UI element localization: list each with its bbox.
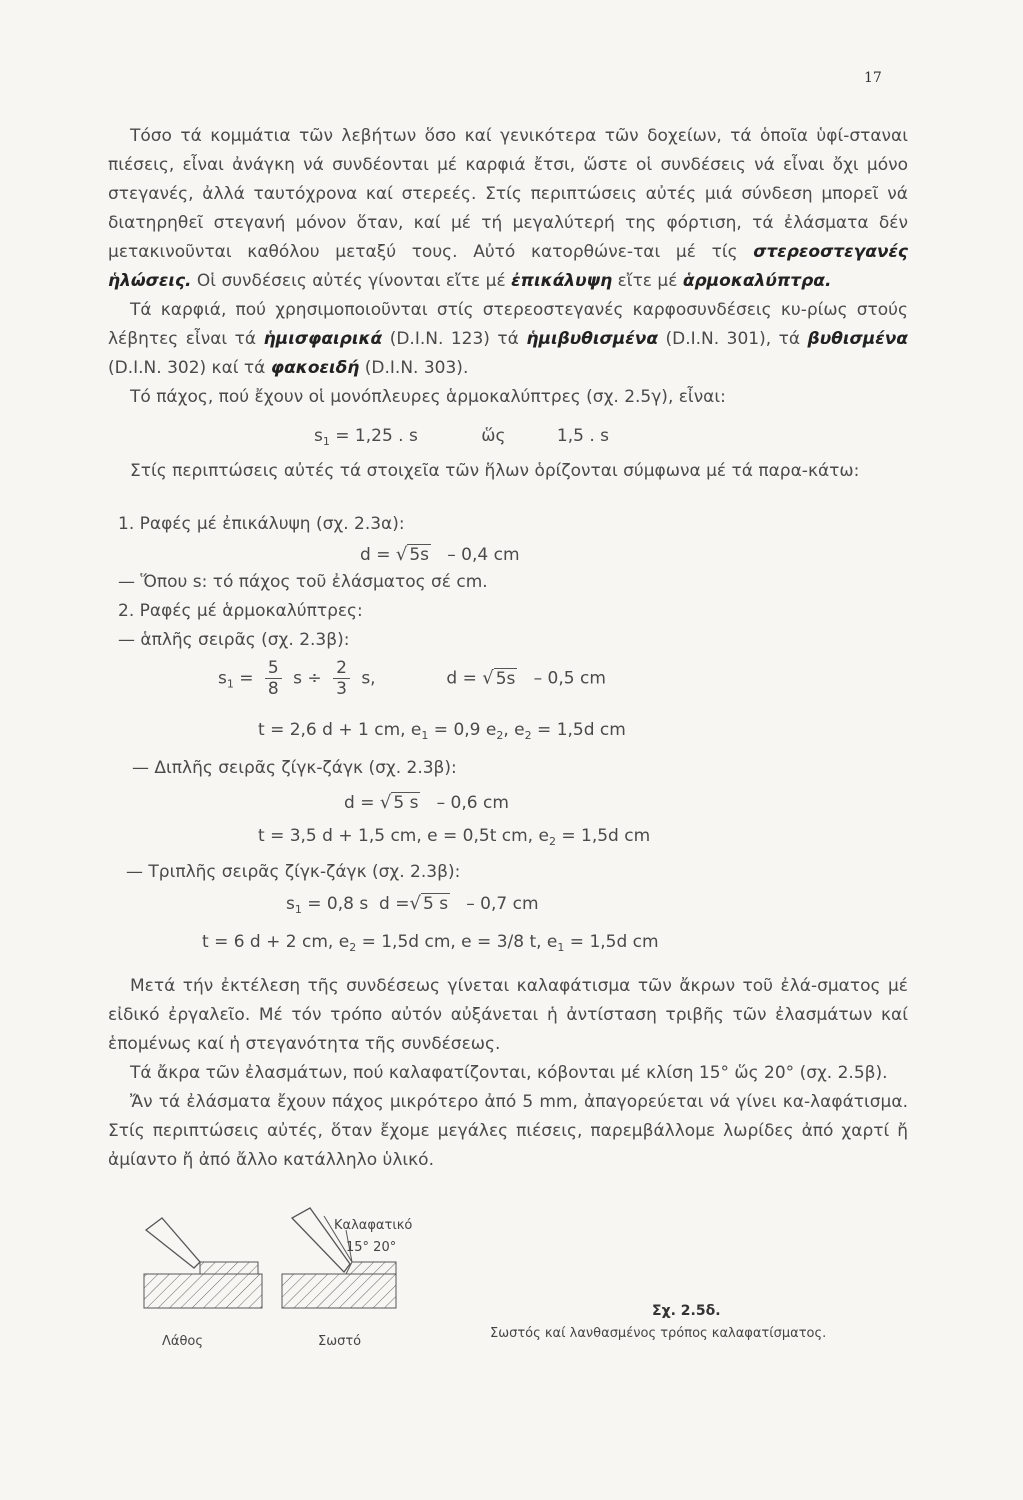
equation-single-row-pitch: t = 2,6 d + 1 cm, $e_1 = 0,9$ $e_2$, $e_2 = 1,5d$ cm bbox=[258, 720, 626, 742]
item-lap-joint: 1. Ραφές μέ ἐπικάλυψη (σχ. 2.3α): bbox=[118, 514, 405, 534]
wrong-caulking-drawing bbox=[144, 1218, 262, 1308]
body-text-caulking bbox=[108, 972, 908, 1175]
paragraph-caulking: Μετά τήν ἐκτέλεση τῆς συνδέσεως γίνεται καλαφάτισμα τῶν ἄκρων τοῦ ἐλά-σματος μέ εἰδικό ἐργαλεῖο. Μέ τόν τρόπο αὐτόν αὐξάνεται ἡ ἀντίσταση τριβῆς τῶν ἐλασμάτων καί ἑπομένως καί ἡ στεγανότητα τῆς συνδέσεως. bbox=[108, 976, 908, 1054]
body-text-rivet-data bbox=[108, 457, 908, 486]
caulking-figure bbox=[140, 1190, 400, 1320]
label-caulking-tool: Καλαφατικό bbox=[334, 1218, 413, 1233]
paragraph-rivet-types: Τά καρφιά, πού χρησιμοποιοῦνται στίς στερεοστεγανές καρφοσυνδέσεις κυ-ρίως στούς λέβητες εἶναι τά ἡμισφαιρικά (D.I.N. 123) τά ἡμιβυθισμένα (D.I.N. 301), τά βυθισμένα (D.I.N. 302) καί τά φακοειδή (D.I.N. 303). bbox=[108, 300, 908, 378]
paragraph-thickness: Τό πάχος, πού ἔχουν οἱ μονόπλευρες ἁρμοκαλύπτρες (σχ. 2.5γ), εἶναι: bbox=[130, 387, 726, 407]
equation-triple-row-d: $s_1 = 0,8$ s d =√ 5 s – 0,7 cm bbox=[286, 893, 539, 916]
subitem-triple-row: — Τριπλῆς σειρᾶς ζίγκ-ζάγκ (σχ. 2.3β): bbox=[126, 862, 461, 882]
paragraph-rivet-data: Στίς περιπτώσεις αὐτές τά στοιχεῖα τῶν ἥλων ὁρίζονται σύμφωνα μέ τά παρα-κάτω: bbox=[130, 461, 860, 481]
paragraph-intro: Τόσο τά κομμάτια τῶν λεβήτων ὅσο καί γενικότερα τῶν δοχείων, τά ὁποῖα ὑφί-σταναι πιέσεις, εἶναι ἀνάγκη νά συνδέονται μέ καρφιά ἔτσι, ὥστε οἱ συνδέσεις νά εἶναι ὄχι μόνο στεγανές, ἀλλά ταυτόχρονα καί στερεές. Στίς περιπτώσεις αὐτές μιά σύνδεση μπορεῖ νά διατηρηθεῖ στεγανή μόνον ὅταν, καί μέ τή μεγαλύτερή της φόρτιση, τά ἐλάσματα δέν μετακινοῦνται καθόλου μεταξύ τους. Αὐτό κατορθώνε-ται μέ τίς στερεοστεγανές ἡλώσεις. Οἱ συνδέσεις αὐτές γίνονται εἴτε μέ ἐπικάλυψη εἴτε μέ ἁρμοκαλύπτρα. bbox=[108, 126, 908, 291]
figure-caption: Σωστός καί λανθασμένος τρόπος καλαφατίσματος. bbox=[490, 1326, 827, 1341]
equation-single-row: $s_1$ = $\frac{5}{8}$ s ÷ $\frac{2}{3}$ s, d = √ 5s – 0,5 cm bbox=[218, 658, 606, 699]
subitem-single-row: — ἁπλῆς σειρᾶς (σχ. 2.3β): bbox=[118, 630, 350, 650]
label-wrong: Λάθος bbox=[162, 1334, 203, 1349]
body-text-top bbox=[108, 122, 908, 412]
paragraph-thin-plates: Ἄν τά ἐλάσματα ἔχουν πάχος μικρότερο ἀπό 5 mm, ἀπαγορεύεται νά γίνει κα-λαφάτισμα. Στίς περιπτώσεις αὐτές, ὅταν ἔχομε μεγάλες πιέσεις, παρεμβάλλομε λωρίδες ἀπό χαρτί ἤ ἀμίαντο ἤ ἀπό ἄλλο κατάλληλο ὑλικό. bbox=[108, 1092, 908, 1170]
paragraph-edge-angle: Τά ἄκρα τῶν ἐλασμάτων, πού καλαφατίζονται, κόβονται μέ κλίση 15° ὥς 20° (σχ. 2.5β). bbox=[130, 1063, 888, 1083]
equation-double-row-pitch: t = 3,5 d + 1,5 cm, e = 0,5t cm, $e_2 = 1,5d$ cm bbox=[258, 826, 651, 848]
equation-triple-row-pitch: t = 6 d + 2 cm, $e_2 = 1,5d$ cm, e = 3/8 t, $e_1 = 1,5d$ cm bbox=[202, 932, 659, 954]
equation-double-row-d: d = √ 5 s – 0,6 cm bbox=[344, 792, 509, 813]
page-number: 17 bbox=[864, 70, 882, 86]
subitem-double-row: — Διπλῆς σειρᾶς ζίγκ-ζάγκ (σχ. 2.3β): bbox=[132, 758, 457, 778]
figure-caption-title: Σχ. 2.5δ. bbox=[652, 1303, 721, 1319]
equation-lap-d: d = √ 5s – 0,4 cm bbox=[360, 544, 520, 565]
label-correct: Σωστό bbox=[318, 1334, 362, 1349]
note-s-definition: — Ὅπου s: τό πάχος τοῦ ἐλάσματος σέ cm. bbox=[118, 572, 488, 592]
equation-butt-strap-thickness: $s_1 = 1,25$ . s ὥς 1,5 . s bbox=[314, 426, 609, 448]
label-angle: 15° 20° bbox=[346, 1240, 397, 1255]
item-butt-strap: 2. Ραφές μέ ἁρμοκαλύπτρες: bbox=[118, 601, 363, 621]
